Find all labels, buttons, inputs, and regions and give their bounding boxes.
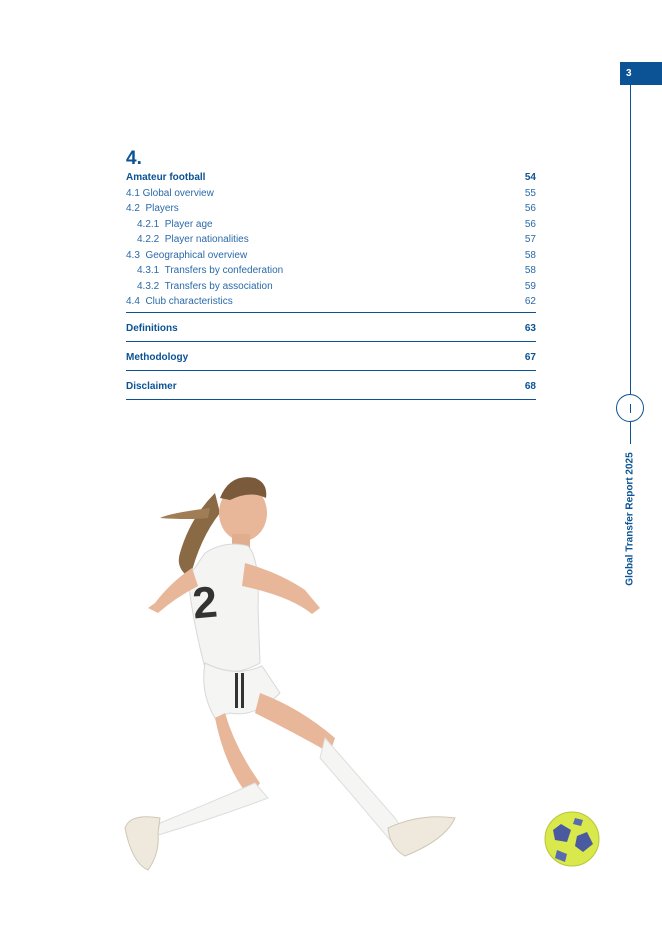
toc-entry-label: Amateur football — [126, 172, 206, 184]
toc-entry-label: Disclaimer — [126, 380, 177, 392]
side-rule-bottom — [630, 422, 631, 444]
toc-entry-label: 4.2 Players — [126, 203, 179, 215]
toc-entry-page: 68 — [524, 380, 536, 392]
toc-entry-page: 54 — [524, 172, 536, 184]
toc-entry[interactable] — [126, 279, 536, 295]
toc-disclaimer[interactable] — [126, 371, 536, 400]
toc-entry-label: 4.1 Global overview — [126, 187, 214, 199]
toc-methodology[interactable] — [126, 342, 536, 371]
toc-entry-page: 56 — [524, 203, 536, 215]
toc-entry-page: 67 — [524, 351, 536, 363]
toc-entry[interactable] — [126, 232, 536, 248]
toc-entry-label: 4.4 Club characteristics — [126, 296, 233, 308]
toc-entry-label: 4.3 Geographical overview — [126, 249, 248, 261]
toc-definitions[interactable] — [126, 313, 536, 342]
toc-entry[interactable] — [126, 170, 536, 186]
toc-entry[interactable] — [126, 186, 536, 202]
page-number-badge — [620, 62, 662, 85]
toc-entry[interactable] — [126, 217, 536, 233]
toc-entry[interactable] — [126, 263, 536, 279]
toc-entry[interactable] — [126, 201, 536, 217]
toc-entry-label: Definitions — [126, 322, 178, 334]
toc-entry-page: 55 — [524, 187, 536, 199]
toc-entry-page: 56 — [524, 218, 536, 230]
side-rule-top — [630, 85, 631, 394]
toc-entry[interactable] — [126, 294, 536, 310]
toc-entry[interactable] — [126, 248, 536, 264]
toc-entry-page: 58 — [524, 249, 536, 261]
toc-entry-label: Methodology — [126, 351, 189, 363]
toc-entry-label: 4.3.2 Transfers by association — [137, 280, 273, 292]
section-number: 4. — [126, 148, 142, 169]
toc-entry-label: 4.3.1 Transfers by confederation — [137, 265, 284, 277]
toc-entry-label: 4.2.1 Player age — [137, 218, 213, 230]
toc-entry-label: 4.2.2 Player nationalities — [137, 234, 249, 246]
toc-entry-page: 58 — [524, 265, 536, 277]
football-icon — [543, 810, 601, 868]
toc-entry-page: 57 — [524, 234, 536, 246]
toc-entry-page: 59 — [524, 280, 536, 292]
footballer-kicking-photo — [120, 468, 460, 878]
toc-entry-page: 62 — [524, 296, 536, 308]
table-of-contents — [126, 148, 536, 400]
report-side-title: Global Transfer Report 2025 — [624, 452, 636, 586]
page-number: 3 — [626, 68, 632, 79]
svg-text:2: 2 — [190, 577, 220, 629]
side-rule-circle — [616, 394, 644, 422]
toc-entry-page: 63 — [524, 322, 536, 334]
